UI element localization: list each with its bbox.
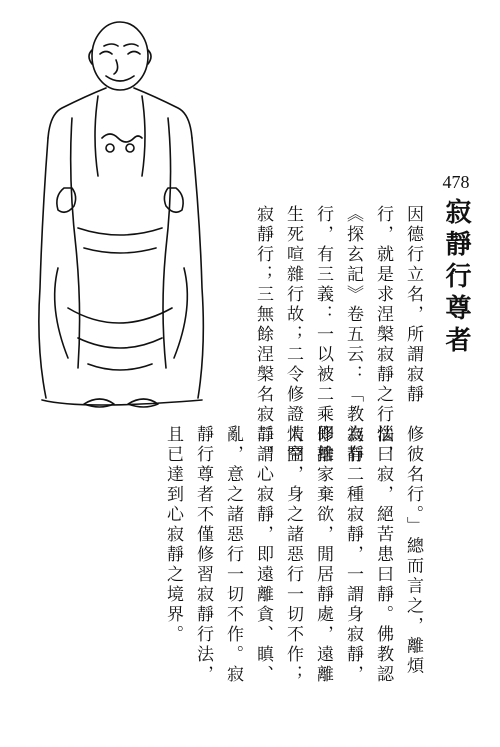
text-column: 因德行立名，所謂寂靜: [403, 205, 423, 405]
entry-heading: [438, 172, 474, 358]
arhat-line-drawing: [28, 8, 218, 418]
text-column: 亂，意之諸惡行一切不作。寂: [223, 425, 243, 685]
text-column: 即捨家棄欲，閒居靜處，遠離: [313, 425, 333, 685]
text-column: 行，有三義：一以被二乘修離: [313, 205, 333, 465]
text-column: 生死喧雜行故；二令修證人空: [283, 205, 303, 465]
entry-number: 478: [442, 172, 470, 192]
text-column: 惱曰寂，絕苦患曰靜。佛教認: [373, 425, 393, 685]
text-column: 寂靜行；三無餘涅槃名寂靜，: [253, 205, 273, 465]
text-column: 二謂心寂靜，即遠離貪、瞋、: [253, 425, 273, 685]
text-column: 靜行尊者不僅修習寂靜行法，: [193, 425, 213, 685]
text-column: 且已達到心寂靜之境界。: [163, 425, 183, 645]
text-column: 行，就是求涅槃寂靜之行法，: [373, 205, 393, 465]
text-column: 情鬧，身之諸惡行一切不作；: [283, 425, 303, 685]
text-column: 《探玄記》卷五云：「教寂靜: [343, 205, 363, 465]
entry-title: 寂靜行尊者: [441, 198, 471, 358]
text-column: 為有二種寂靜，一謂身寂靜，: [343, 425, 363, 685]
text-column: 修彼名行。」總而言之，離煩: [403, 425, 423, 677]
